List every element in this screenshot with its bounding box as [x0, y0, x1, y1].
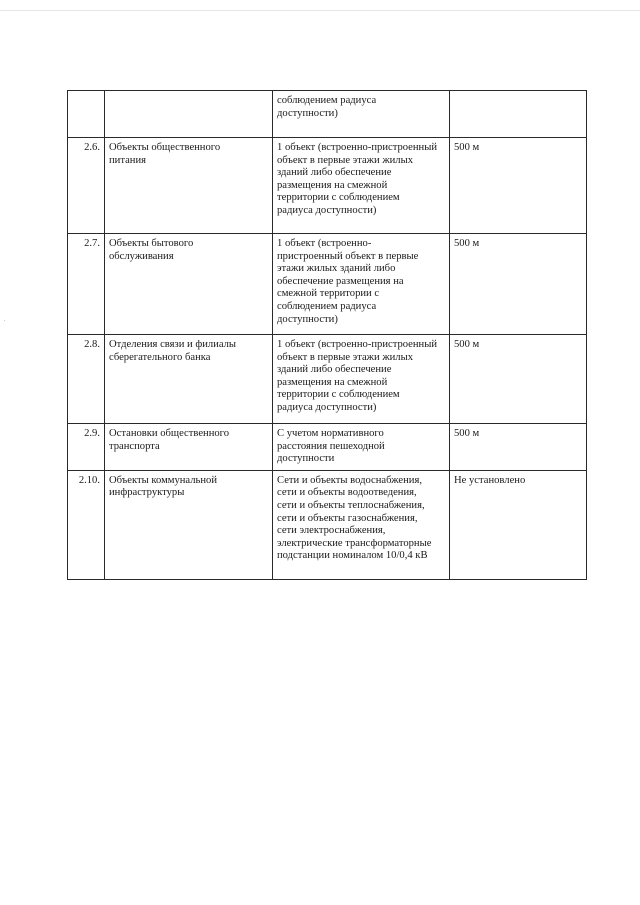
distance-value: Не установлено [454, 474, 526, 486]
requirement-text: Сети и объекты водоснабжения, сети и объекты водоотведения, сети и объекты теплоснабжения, сети и объекты газоснабжения, сети электроснабжения, электрические трансформаторные подстанции номиналом 10/0,4 кВ [277, 474, 432, 562]
distance-cell [450, 470, 587, 579]
requirement-text: 1 объект (встроенно- пристроенный объект в первые этажи жилых зданий либо обеспечение размещения на смежной территории с соблюдением радиуса доступности) [277, 238, 419, 325]
row-number-cell: 2.8. [68, 335, 105, 424]
row-number-cell: 2.7. [68, 234, 105, 335]
distance-cell [450, 424, 587, 471]
object-name: Объекты общественного питания [109, 142, 221, 166]
object-name-cell [105, 424, 273, 471]
table-row [68, 335, 587, 424]
distance-value: 500 м [454, 339, 480, 350]
object-name-cell [105, 470, 273, 579]
page-edge [0, 10, 640, 11]
requirement-text: С учетом нормативного расстояния пешеходной доступности [277, 428, 385, 465]
table-row [68, 138, 587, 234]
row-number-cell: 2.10. [68, 470, 105, 579]
requirement-cell [273, 470, 450, 579]
requirement-cell [273, 138, 450, 234]
distance-cell [450, 234, 587, 335]
norms-table [67, 90, 587, 580]
object-name-cell [105, 335, 273, 424]
requirement-cell [273, 424, 450, 471]
requirement-text: соблюдением радиуса доступности) [277, 95, 377, 119]
row-number-cell: 2.9. [68, 424, 105, 471]
table-row [68, 424, 587, 471]
object-name: Отделения связи и филиалы сберегательного банка [109, 339, 237, 363]
table-row [68, 91, 587, 138]
row-number-cell [68, 91, 105, 138]
object-name: Остановки общественного транспорта [109, 428, 230, 452]
requirement-cell [273, 335, 450, 424]
requirement-text: 1 объект (встроенно-пристроенный объект в первые этажи жилых зданий либо обеспечение размещения на смежной территории с соблюдением радиуса доступности) [277, 142, 437, 216]
requirement-cell [273, 91, 450, 138]
scan-mark [4, 320, 5, 321]
distance-value: 500 м [454, 428, 480, 439]
distance-cell [450, 91, 587, 138]
requirement-text: 1 объект (встроенно-пристроенный объект в первые этажи жилых зданий либо обеспечение размещения на смежной территории с соблюдением радиуса доступности) [277, 339, 437, 413]
distance-value: 500 м [454, 238, 480, 249]
object-name-cell [105, 138, 273, 234]
table-row [68, 234, 587, 335]
distance-cell [450, 138, 587, 234]
object-name-cell [105, 91, 273, 138]
object-name-cell [105, 234, 273, 335]
row-number-cell: 2.6. [68, 138, 105, 234]
distance-cell [450, 335, 587, 424]
object-name: Объекты бытового обслуживания [109, 238, 194, 262]
requirement-cell [273, 234, 450, 335]
distance-value: 500 м [454, 142, 480, 153]
table-row [68, 470, 587, 579]
object-name: Объекты коммунальной инфраструктуры [109, 474, 217, 499]
